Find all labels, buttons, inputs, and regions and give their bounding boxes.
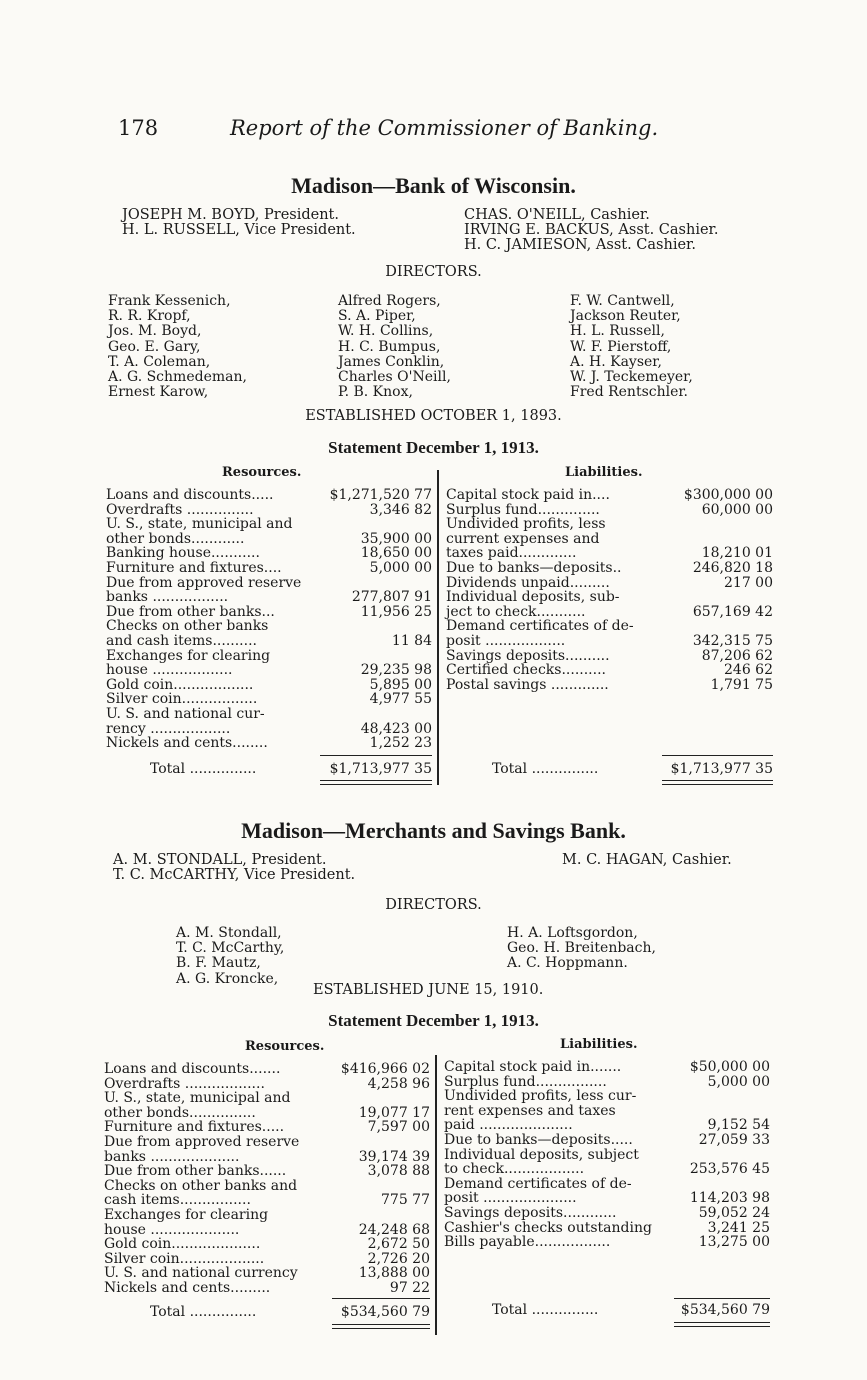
item-amount: 3,346 82 [369, 501, 432, 518]
director-name: Frank Kessenich, [108, 293, 231, 309]
item-amount: 3,078 88 [367, 1163, 430, 1180]
resources-total [150, 762, 432, 777]
item-amount: 342,315 75 [692, 632, 773, 649]
table-row [106, 619, 432, 634]
table-row [106, 532, 432, 547]
table-row [106, 590, 432, 605]
item-label: to check.................. [444, 1161, 585, 1178]
director-name: W. F. Pierstoff, [570, 338, 672, 355]
director-name: Charles O'Neill, [338, 368, 451, 385]
directors-heading: DIRECTORS. [385, 897, 482, 913]
item-label: Postal savings ............. [446, 676, 609, 693]
item-label: Due from approved reserve [106, 574, 302, 591]
table-row [446, 576, 773, 591]
officer: M. C. HAGAN, Cashier. [562, 852, 732, 868]
double-rule [674, 1322, 770, 1323]
item-amount: 114,203 98 [689, 1190, 770, 1207]
item-label: house .................. [106, 662, 233, 679]
director-name: P. B. Knox, [338, 384, 413, 401]
item-label: rency .................. [106, 720, 231, 737]
item-label: Due from other banks... [106, 603, 275, 620]
item-amount: 3,241 25 [707, 1219, 770, 1236]
double-rule [332, 1328, 430, 1329]
item-amount: 246,820 18 [692, 559, 773, 576]
table-row [104, 1077, 430, 1092]
liabilities-heading: Liabilities. [565, 465, 643, 480]
director-name: Ernest Karow, [108, 384, 209, 401]
item-amount: $416,966 02 [340, 1061, 430, 1077]
item-amount: 29,235 98 [360, 662, 432, 679]
double-rule [332, 1324, 430, 1325]
item-label: Exchanges for clearing [104, 1206, 269, 1223]
officer: A. M. STONDALL, President. [113, 852, 327, 868]
item-label: rent expenses and taxes [444, 1102, 616, 1119]
table-row [104, 1266, 430, 1281]
liabilities-table [444, 1060, 770, 1250]
director-name: H. C. Bumpus, [338, 338, 441, 355]
item-label: Savings deposits.......... [446, 647, 610, 664]
table-row [446, 663, 773, 678]
table-row [106, 692, 432, 707]
item-label: Undivided profits, less cur- [444, 1088, 637, 1105]
item-label: Loans and discounts..... [106, 487, 274, 503]
item-label: banks .................... [104, 1148, 240, 1165]
item-label: U. S., state, municipal and [104, 1090, 291, 1107]
table-row [446, 561, 773, 576]
report-title: Report of the Commissioner of Banking. [230, 116, 659, 140]
item-amount: 2,726 20 [367, 1250, 430, 1267]
table-row [444, 1089, 770, 1104]
item-label: Loans and discounts....... [104, 1061, 281, 1077]
item-amount: $1,713,977 35 [670, 761, 773, 777]
table-row [104, 1193, 430, 1208]
officer: JOSEPH M. BOYD, President. [122, 207, 339, 223]
item-amount: $50,000 00 [689, 1059, 770, 1075]
item-amount: $1,713,977 35 [329, 761, 432, 777]
bank-title: Madison—Merchants and Savings Bank. [241, 818, 626, 843]
item-label: Silver coin................... [104, 1250, 265, 1267]
director-name: A. C. Hoppmann. [507, 955, 628, 972]
officers-right [562, 853, 732, 868]
table-row [446, 546, 773, 561]
table-row [446, 678, 773, 693]
officer: H. L. RUSSELL, Vice President. [122, 222, 356, 238]
item-label: Surplus fund................ [444, 1073, 607, 1090]
item-label: cash items................ [104, 1192, 251, 1209]
double-rule [320, 780, 432, 781]
item-label: Due from approved reserve [104, 1133, 300, 1150]
established-line: ESTABLISHED OCTOBER 1, 1893. [305, 408, 562, 424]
director-name: A. G. Schmedeman, [108, 368, 247, 385]
director-name: Geo. H. Breitenbach, [507, 940, 656, 957]
item-amount: 277,807 91 [351, 589, 432, 606]
table-row [444, 1191, 770, 1206]
directors-column [570, 294, 693, 400]
item-label: Demand certificates of de- [446, 618, 634, 635]
double-rule [320, 784, 432, 785]
item-label: Exchanges for clearing [106, 647, 271, 664]
item-amount: 11 84 [391, 632, 432, 649]
director-name: Jos. M. Boyd, [108, 323, 202, 340]
table-row [106, 736, 432, 751]
total-row [492, 1303, 770, 1318]
liabilities-total [492, 1303, 770, 1318]
table-row [446, 605, 773, 620]
item-amount: 59,052 24 [698, 1204, 770, 1221]
table-row [104, 1120, 430, 1135]
item-label: Savings deposits............ [444, 1204, 617, 1221]
item-label: Furniture and fixtures.... [106, 559, 282, 576]
table-row [444, 1235, 770, 1250]
item-label: ject to check........... [446, 603, 586, 620]
officers-right [464, 208, 719, 253]
resources-table [104, 1062, 430, 1296]
column-divider [437, 470, 439, 785]
table-row [106, 707, 432, 722]
officer: CHAS. O'NEILL, Cashier. [464, 207, 650, 223]
liabilities-heading: Liabilities. [560, 1037, 638, 1052]
table-row [106, 488, 432, 503]
item-label: Bills payable................. [444, 1234, 611, 1251]
item-label: U. S. and national currency [104, 1265, 298, 1282]
officer: T. C. McCARTHY, Vice President. [113, 867, 356, 883]
item-label: Individual deposits, subject [444, 1146, 639, 1163]
item-label: Furniture and fixtures..... [104, 1119, 285, 1136]
table-row [444, 1206, 770, 1221]
item-label: Total ............... [150, 761, 257, 777]
item-amount: 5,000 00 [707, 1073, 770, 1090]
item-label: Dividends unpaid......... [446, 574, 610, 591]
item-label: Cashier's checks outstanding [444, 1219, 652, 1236]
table-row [106, 663, 432, 678]
total-rule [662, 755, 773, 756]
table-row [106, 605, 432, 620]
director-name: A. H. Kayser, [570, 353, 662, 370]
item-label: Checks on other banks [106, 618, 269, 635]
table-row [446, 619, 773, 634]
double-rule [662, 784, 773, 785]
directors-column [108, 294, 247, 400]
directors-column [507, 926, 656, 972]
liabilities-table [446, 488, 773, 692]
item-label: paid ..................... [444, 1117, 573, 1134]
item-amount: 97 22 [389, 1279, 430, 1296]
item-label: Demand certificates of de- [444, 1175, 632, 1192]
item-label: Certified checks.......... [446, 662, 606, 679]
page-number: 178 [118, 116, 159, 140]
item-amount: 9,152 54 [707, 1117, 770, 1134]
item-label: posit ..................... [444, 1190, 577, 1207]
item-label: Undivided profits, less [446, 516, 606, 533]
director-name: S. A. Piper, [338, 308, 416, 325]
column-divider [435, 1055, 437, 1335]
item-amount: $534,560 79 [340, 1304, 430, 1320]
item-label: Due to banks—deposits.. [446, 559, 622, 576]
item-amount: 5,895 00 [369, 676, 432, 693]
table-row [446, 649, 773, 664]
item-amount: 35,900 00 [360, 530, 432, 547]
item-label: Gold coin.................. [106, 676, 254, 693]
table-row [104, 1281, 430, 1296]
item-amount: 24,248 68 [358, 1221, 430, 1238]
item-amount: 2,672 50 [367, 1236, 430, 1253]
table-row [104, 1135, 430, 1150]
resources-total [150, 1305, 430, 1320]
item-amount: 1,252 23 [369, 735, 432, 752]
item-label: taxes paid............. [446, 545, 577, 562]
table-row [106, 722, 432, 737]
double-rule [674, 1326, 770, 1327]
item-amount: 1,791 75 [710, 676, 773, 693]
director-name: H. L. Russell, [570, 323, 665, 340]
item-amount: 5,000 00 [369, 559, 432, 576]
total-rule [332, 1298, 430, 1299]
item-label: Gold coin.................... [104, 1236, 261, 1253]
item-label: Total ............... [150, 1304, 257, 1320]
item-amount: 4,258 96 [367, 1075, 430, 1092]
item-label: Capital stock paid in....... [444, 1059, 622, 1075]
item-amount: $300,000 00 [683, 487, 773, 503]
item-label: posit .................. [446, 632, 566, 649]
table-row [104, 1223, 430, 1238]
table-row [444, 1148, 770, 1163]
item-label: Banking house........... [106, 545, 260, 562]
item-amount: 87,206 62 [701, 647, 773, 664]
total-row [150, 762, 432, 777]
item-amount: 18,650 00 [360, 545, 432, 562]
table-row [106, 503, 432, 518]
director-name: T. A. Coleman, [108, 353, 211, 370]
directors-column [176, 926, 284, 987]
item-label: U. S. and national cur- [106, 705, 265, 722]
table-row [446, 590, 773, 605]
item-label: Capital stock paid in.... [446, 487, 610, 503]
item-label: house .................... [104, 1221, 240, 1238]
table-row [106, 576, 432, 591]
director-name: Alfred Rogers, [338, 293, 441, 309]
officers-left [122, 208, 356, 238]
item-amount: 19,077 17 [358, 1104, 430, 1121]
director-name: A. G. Kroncke, [176, 970, 279, 987]
item-label: other bonds............... [104, 1104, 256, 1121]
table-row [104, 1237, 430, 1252]
item-label: Checks on other banks and [104, 1177, 298, 1194]
item-amount: 4,977 55 [369, 691, 432, 708]
item-amount: 48,423 00 [360, 720, 432, 737]
item-label: Nickels and cents........ [106, 735, 268, 752]
total-row [492, 762, 773, 777]
item-label: Due from other banks...... [104, 1163, 287, 1180]
table-row [444, 1060, 770, 1075]
table-row [104, 1252, 430, 1267]
table-row [444, 1118, 770, 1133]
table-row [106, 561, 432, 576]
director-name: W. J. Teckemeyer, [570, 368, 693, 385]
directors-column [338, 294, 451, 400]
table-row [104, 1091, 430, 1106]
table-row [444, 1104, 770, 1119]
table-row [104, 1150, 430, 1165]
director-name: Geo. E. Gary, [108, 338, 201, 355]
table-row [444, 1221, 770, 1236]
table-row [446, 503, 773, 518]
table-row [106, 649, 432, 664]
table-row [106, 546, 432, 561]
item-amount: $1,271,520 77 [329, 487, 432, 503]
resources-table [106, 488, 432, 751]
table-row [106, 634, 432, 649]
officers-left [113, 853, 355, 883]
item-label: Nickels and cents......... [104, 1279, 271, 1296]
table-row [446, 488, 773, 503]
item-amount: 775 77 [381, 1192, 430, 1209]
item-label: Surplus fund.............. [446, 501, 600, 518]
director-name: James Conklin, [338, 353, 445, 370]
table-row [104, 1062, 430, 1077]
item-label: Overdrafts .................. [104, 1075, 265, 1092]
item-label: Total ............... [492, 1302, 599, 1318]
director-name: W. H. Collins, [338, 323, 434, 340]
total-row [150, 1305, 430, 1320]
item-amount: 39,174 39 [358, 1148, 430, 1165]
item-amount: $534,560 79 [680, 1302, 770, 1318]
table-row [446, 532, 773, 547]
item-amount: 217 00 [724, 574, 773, 591]
table-row [444, 1133, 770, 1148]
item-amount: 13,275 00 [698, 1234, 770, 1251]
table-row [104, 1208, 430, 1223]
total-rule [674, 1298, 770, 1299]
item-label: other bonds............ [106, 530, 245, 547]
item-label: and cash items.......... [106, 632, 257, 649]
director-name: B. F. Mautz, [176, 955, 261, 972]
item-amount: 657,169 42 [692, 603, 773, 620]
officer: H. C. JAMIESON, Asst. Cashier. [464, 237, 696, 253]
item-amount: 60,000 00 [701, 501, 773, 518]
bank-title: Madison—Bank of Wisconsin. [291, 173, 576, 198]
directors-heading: DIRECTORS. [385, 264, 482, 280]
table-row [444, 1177, 770, 1192]
director-name: Fred Rentschler. [570, 384, 688, 401]
established-line: ESTABLISHED JUNE 15, 1910. [313, 982, 544, 998]
total-rule [320, 755, 432, 756]
item-label: Total ............... [492, 761, 599, 777]
resources-heading: Resources. [245, 1039, 325, 1054]
item-label: banks ................. [106, 589, 229, 606]
item-amount: 246 62 [724, 662, 773, 679]
item-amount: 253,576 45 [689, 1161, 770, 1178]
director-name: A. M. Stondall, [176, 925, 282, 941]
director-name: F. W. Cantwell, [570, 293, 675, 309]
double-rule [662, 780, 773, 781]
item-label: Due to banks—deposits..... [444, 1131, 633, 1148]
table-row [446, 517, 773, 532]
table-row [106, 517, 432, 532]
table-row [106, 678, 432, 693]
item-label: Individual deposits, sub- [446, 589, 620, 606]
director-name: R. R. Kropf, [108, 308, 191, 325]
item-label: Overdrafts ............... [106, 501, 254, 518]
director-name: T. C. McCarthy, [176, 940, 285, 957]
item-label: current expenses and [446, 530, 600, 547]
item-amount: 11,956 25 [360, 603, 432, 620]
resources-heading: Resources. [222, 465, 302, 480]
item-amount: 27,059 33 [698, 1131, 770, 1148]
item-amount: 7,597 00 [367, 1119, 430, 1136]
officer: IRVING E. BACKUS, Asst. Cashier. [464, 222, 719, 238]
table-row [104, 1179, 430, 1194]
liabilities-total [492, 762, 773, 777]
table-row [104, 1164, 430, 1179]
table-row [444, 1162, 770, 1177]
statement-heading: Statement December 1, 1913. [328, 438, 539, 457]
item-label: Silver coin................. [106, 691, 258, 708]
director-name: Jackson Reuter, [570, 308, 681, 325]
statement-heading: Statement December 1, 1913. [328, 1011, 539, 1030]
running-header [118, 116, 658, 140]
director-name: H. A. Loftsgordon, [507, 925, 638, 941]
item-amount: 18,210 01 [701, 545, 773, 562]
item-label: U. S., state, municipal and [106, 516, 293, 533]
item-amount: 13,888 00 [358, 1265, 430, 1282]
table-row [444, 1075, 770, 1090]
table-row [104, 1106, 430, 1121]
table-row [446, 634, 773, 649]
